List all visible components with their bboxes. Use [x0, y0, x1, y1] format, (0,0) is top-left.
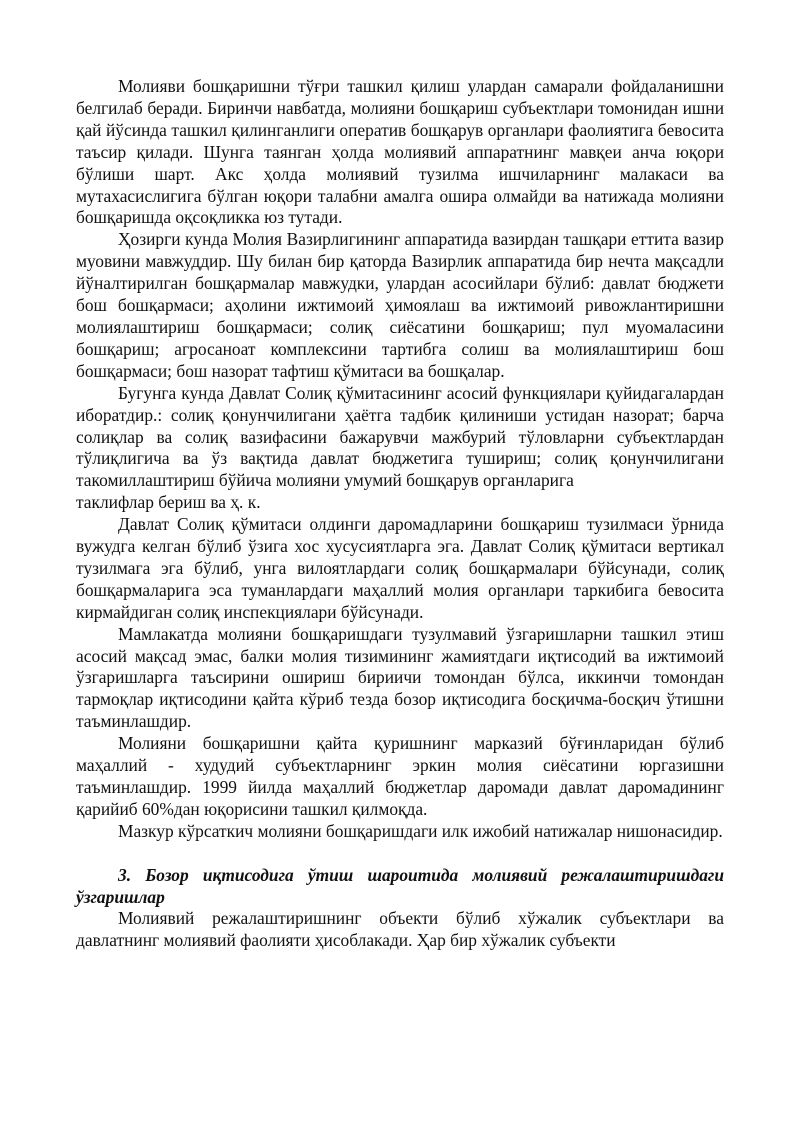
paragraph-6: Молияни бошқаришни қайта қуришнинг марказий бўғинларидан бўлиб маҳаллий - худудий субъектларнинг эркин молия сиёсатини юргазишни таъминлашдир. 1999 йилда маҳаллий бюджетлар даромади давлат даромадининг қарийиб 60%дан юқорисини ташкил қилмоқда. — [76, 733, 724, 819]
document-page — [76, 76, 724, 952]
paragraph-3-continuation: таклифлар бериш ва ҳ. к. — [76, 492, 261, 513]
paragraph-3: Бугунга кунда Давлат Солиқ қўмитасининг асосий функциялари қуйидагалардан иборатдир.: солиқ қонунчилигани ҳаётга тадбик қилиниши устидан назорат; барча солиқлар ва солиқ вазифасини бажарувчи мажбурий тўловларни субъектлардан тўлиқлигича ва ўз вақтида давлат бюджетига тушириш; солиқ қонунчилигани такомиллаштириш бўйича молияни умумий бошқарув органларига — [76, 382, 724, 491]
paragraph-2: Ҳозирги кунда Молия Вазирлигининг аппаратида вазирдан ташқари еттита вазир муовини мавжуддир. Шу билан бир қаторда Вазирлик аппаратида бир нечта мақсадли йўналтирилган бошқармалар мавжудки, улардан асосийлари бўлиб: давлат бюджети бош бошқармаси; аҳолини ижтимоий ҳимоялаш ва ижтимоий ривожлантиришни молиялаштириш бошқармаси; солиқ сиёсатини бошқариш; пул муомаласини бошқариш; агросаноат комплексини тартибга солиш ва молиялаштириш бош бошқармаси; бош назорат тафтиш қўмитаси ва бошқалар. — [76, 229, 724, 381]
blank-line — [76, 843, 724, 865]
paragraph-5: Мамлакатда молияни бошқаришдаги тузулмавий ўзгаришларни ташкил этиш асосий мақсад эмас, балки молия тизимининг жамиятдаги иқтисодий ва ижтимоий ўзгаришларга таъсирини ошириш бириичи томондан бўлса, иккинчи томондан тармоқлар иқтисодини қайта кўриб тезда бозор иқтисодига босқичма-босқич ўтишни таъминлашдир. — [76, 623, 724, 732]
paragraph-8: Молиявий режалаштиришнинг объекти бўлиб хўжалик субъектлари ва давлатнинг молиявий фаолияти ҳисоблакади. Ҳар бир хўжалик субъекти — [76, 908, 724, 951]
section-heading: 3. Бозор иқтисодига ўтиш шароитида молиявий режалаштиришдаги ўзгаришлар — [76, 864, 724, 907]
paragraph-4: Давлат Солиқ қўмитаси олдинги даромадларини бошқариш тузилмаси ўрнида вужудга келган бўлиб ўзига хос хусусиятларга эга. Давлат Солиқ қўмитаси вертикал тузилмага эга бўлиб, унга вилоятлардаги солиқ бошқармалари бўйсунади, солиқ бошқармаларига эса туманлардаги маҳаллий молия органлари таркибига бевосита кирмайдиган солиқ инспекциялари бўйсунади. — [76, 514, 724, 622]
paragraph-7: Мазкур кўрсаткич молияни бошқаришдаги илк ижобий натижалар нишонасидир. — [118, 820, 723, 841]
paragraph-1: Молияви бошқаришни тўғри ташкил қилиш улардан самарали фойдаланишни белгилаб беради. Биринчи навбатда, молияни бошқариш субъектлари томонидан ишни қай йўсинда ташкил қилинганлиги оператив бошқарув органлари фаолиятига бевосита таъсир қилади. Шунга таянган ҳолда молиявий аппаратнинг мавқеи анча юқори бўлиши шарт. Акс ҳолда молиявий тузилма ишчиларнинг малакаси ва мутахасислигига бўлган юқори талабни амалга ошира олмайди ва натижада молияни бошқаришда оқсоқликка юз тутади. — [76, 76, 724, 228]
